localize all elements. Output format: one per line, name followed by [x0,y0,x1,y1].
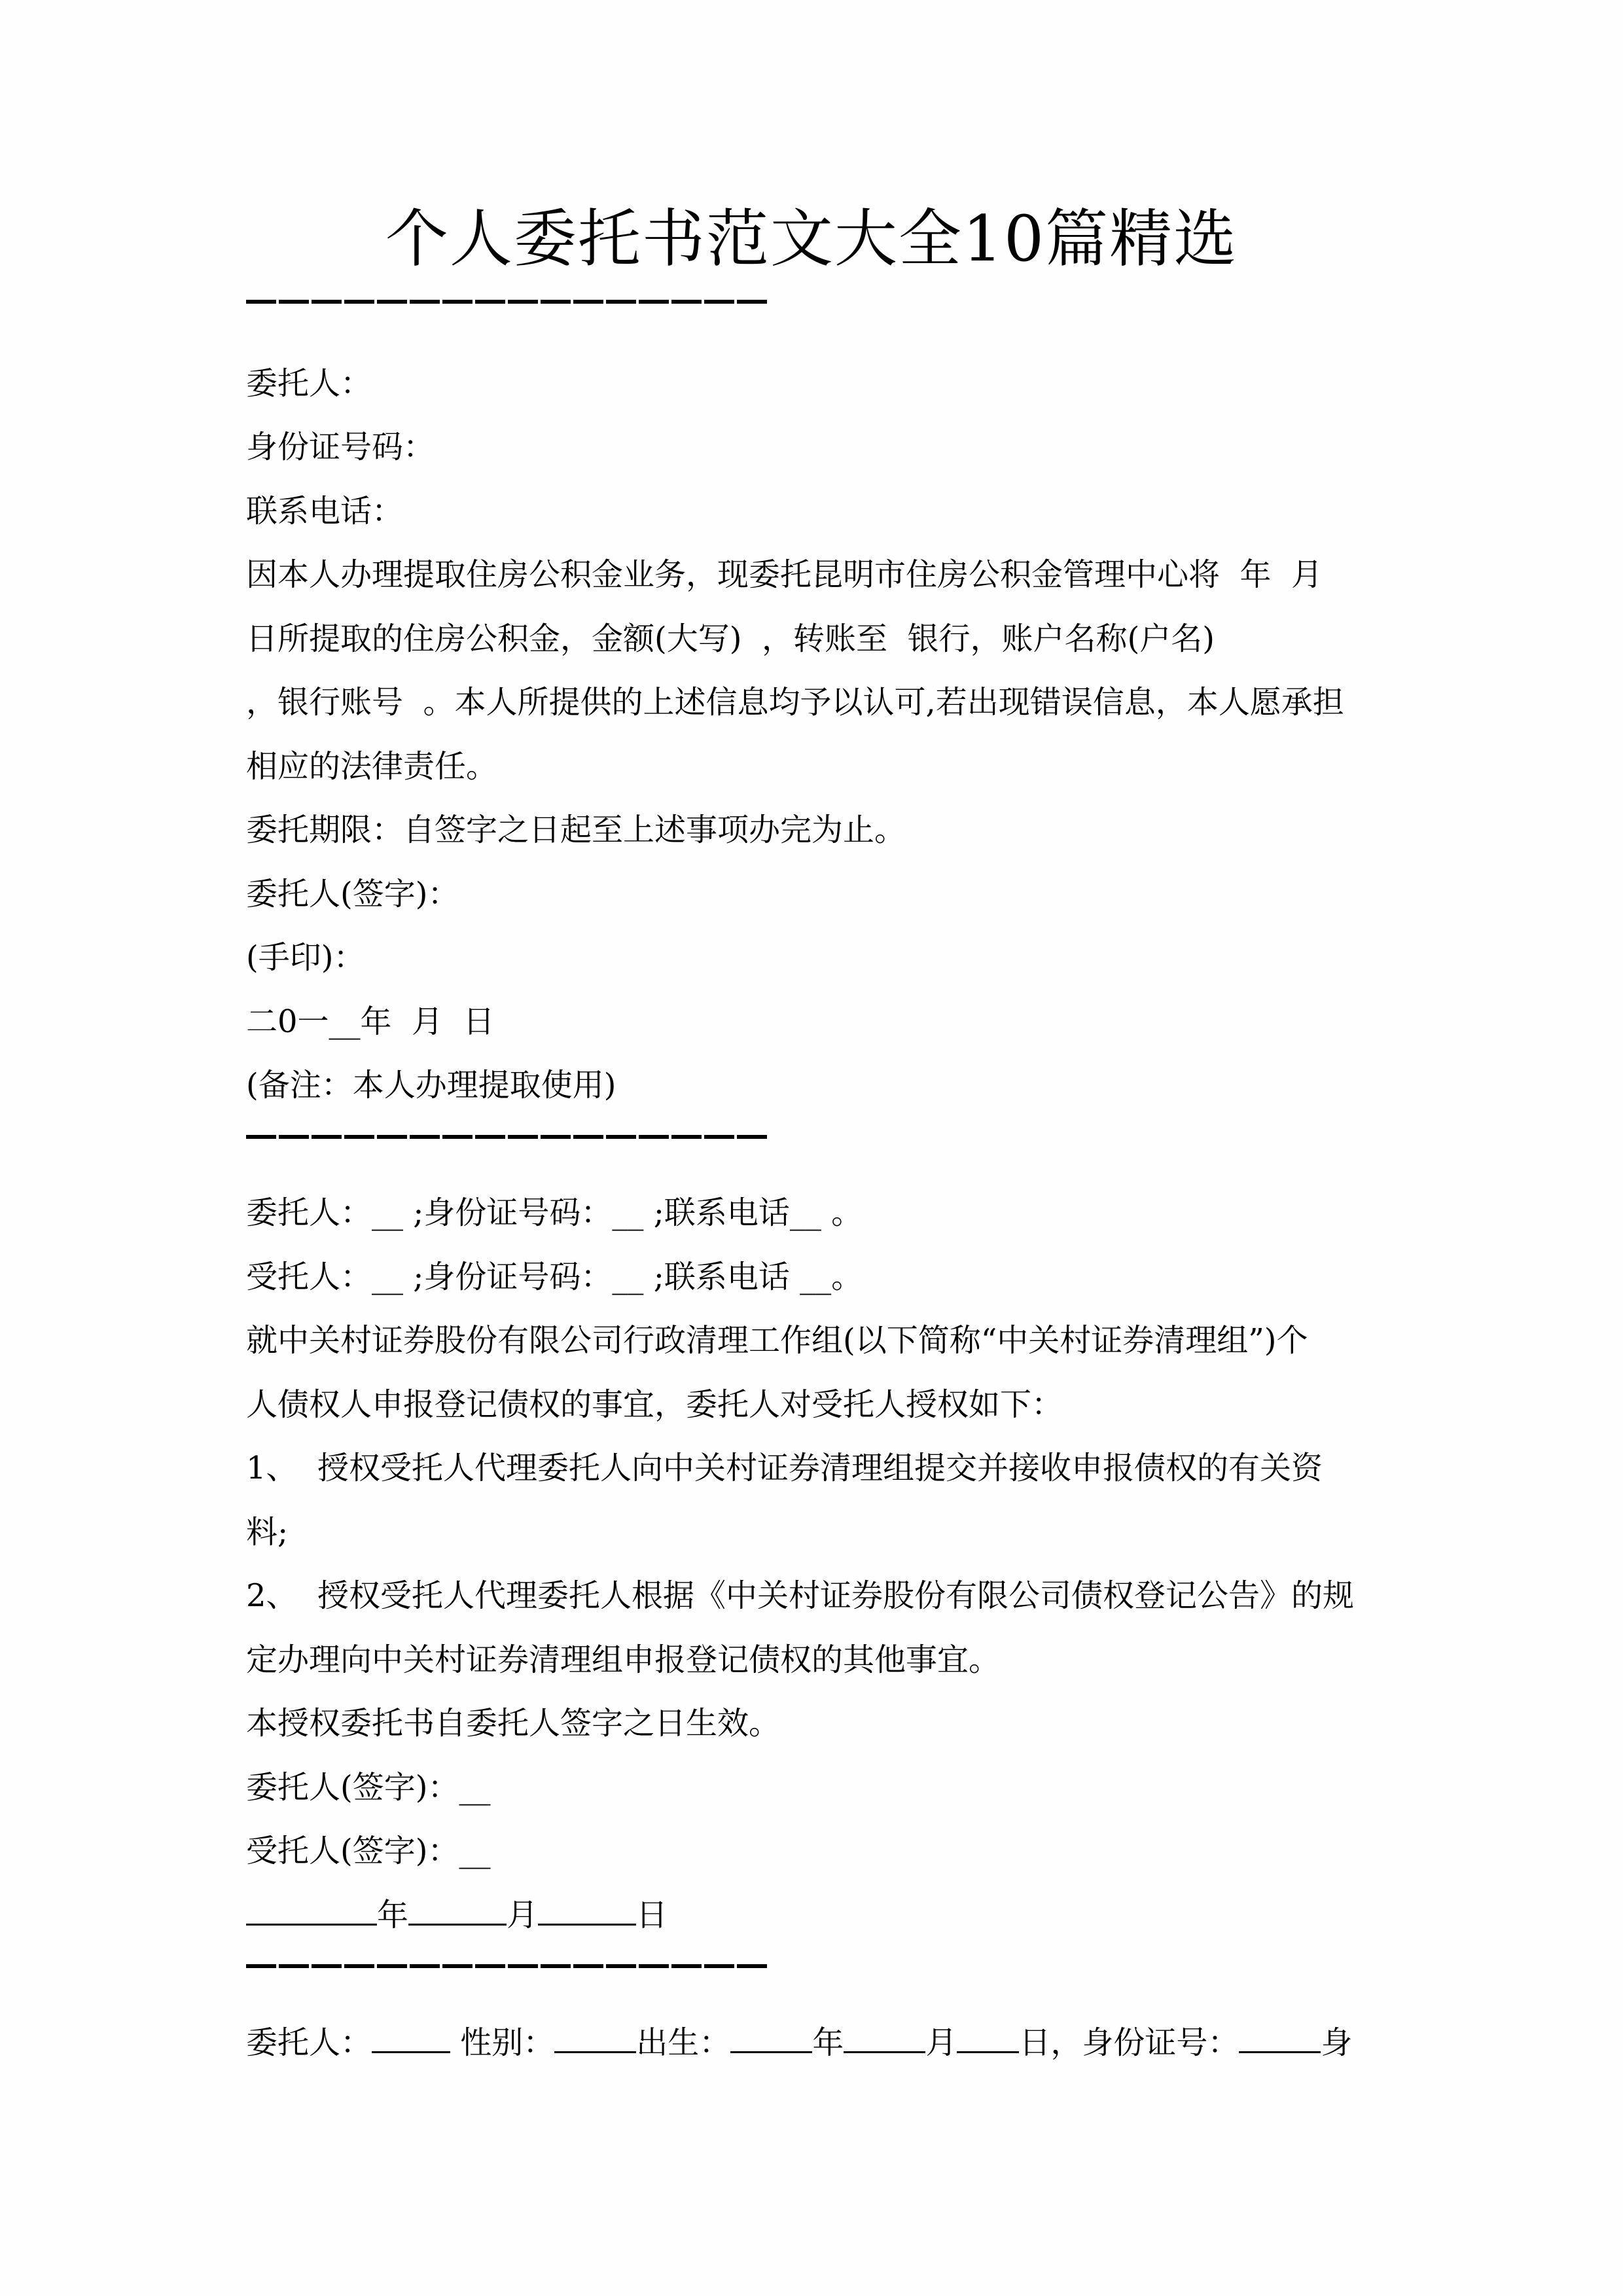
month-blank [408,1897,507,1926]
birth-month-label: 月 [925,2024,957,2061]
phone-label: 联系电话： [246,492,404,529]
client-label: 委托人： [246,2024,372,2061]
effective-text: 本授权委托书自委托人签字之日生效。 [246,1705,781,1742]
signature-label: 委托人(签字)： [246,875,459,912]
document-body [246,288,1378,2075]
separator-rule [246,300,770,304]
month-label: 月 [507,1896,539,1933]
birth-day-blank [957,2025,1019,2053]
client-details-line [246,2011,1378,2075]
authorization-item-1-line-1: 1、 授权受托人代理委托人向中关村证券清理组提交并接收申报债权的有关资 [246,1450,1323,1486]
body-paragraph-line-3: ，银行账号 。本人所提供的上述信息均予以认可,若出现错误信息，本人愿承担 [246,684,1344,721]
date-line: 二0一__年 月 日 [246,1003,495,1040]
intro-line-1: 就中关村证券股份有限公司行政清理工作组(以下简称“中关村证券清理组”)个 [246,1322,1308,1359]
birth-day-label: 日， [1019,2024,1082,2061]
birth-month-blank [844,2025,925,2053]
body-paragraph-line-4: 相应的法律责任。 [246,747,498,785]
agent-signature-label: 受托人(签字)：__ [246,1833,491,1869]
client-name-blank [372,2025,450,2053]
day-blank [538,1897,636,1926]
term-text: 委托期限：自签字之日起至上述事项办完为止。 [246,812,906,848]
gender-label: 性别： [460,2024,555,2061]
year-blank [246,1897,377,1926]
birth-label: 出生： [636,2024,731,2061]
signing-date-line [246,1884,1378,1948]
separator-2 [246,1118,1378,1182]
authorization-item-1-line-2: 料; [246,1513,289,1551]
agent-info-line: 受托人：__ ;身份证号码：__ ;联系电话 __。 [246,1258,863,1295]
document-title: 个人委托书范文大全10篇精选 [385,202,1238,276]
separator-rule [246,1964,770,1968]
authorization-item-2-line-2: 定办理向中关村证券清理组申报登记债权的其他事宜。 [246,1641,1001,1678]
birth-year-blank [730,2025,812,2053]
client-signature-label: 委托人(签字)：__ [246,1768,491,1806]
year-label: 年 [377,1896,409,1933]
separator-3 [246,1947,1378,2011]
client-info-line: 委托人：__ ;身份证号码：__ ;联系电话__ 。 [246,1194,863,1231]
authorization-item-2-line-1: 2、 授权受托人代理委托人根据《中关村证券股份有限公司债权登记公告》的规 [246,1577,1355,1614]
body-paragraph-line-1: 因本人办理提取住房公积金业务，现委托昆明市住房公积金管理中心将 年 月 [246,556,1323,593]
id-blank [1239,2025,1321,2053]
client-label: 委托人： [246,365,372,402]
gender-blank [554,2025,636,2053]
intro-line-2: 人债权人申报登记债权的事宜，委托人对受托人授权如下： [246,1386,1063,1423]
birth-year-label: 年 [812,2024,844,2061]
id-number-label: 身份证号码： [246,429,435,465]
separator-rule [246,1135,770,1139]
id-label: 身份证号： [1082,2024,1240,2061]
separator-top [246,288,1378,352]
note-text: (备注：本人办理提取使用) [246,1067,616,1103]
fingerprint-label: (手印)： [246,939,365,976]
day-label: 日 [636,1896,668,1933]
body-paragraph-line-2: 日所提取的住房公积金，金额(大写) ，转账至 银行，账户名称(户名) [246,620,1215,657]
truncated-text: 身 [1321,2024,1353,2061]
